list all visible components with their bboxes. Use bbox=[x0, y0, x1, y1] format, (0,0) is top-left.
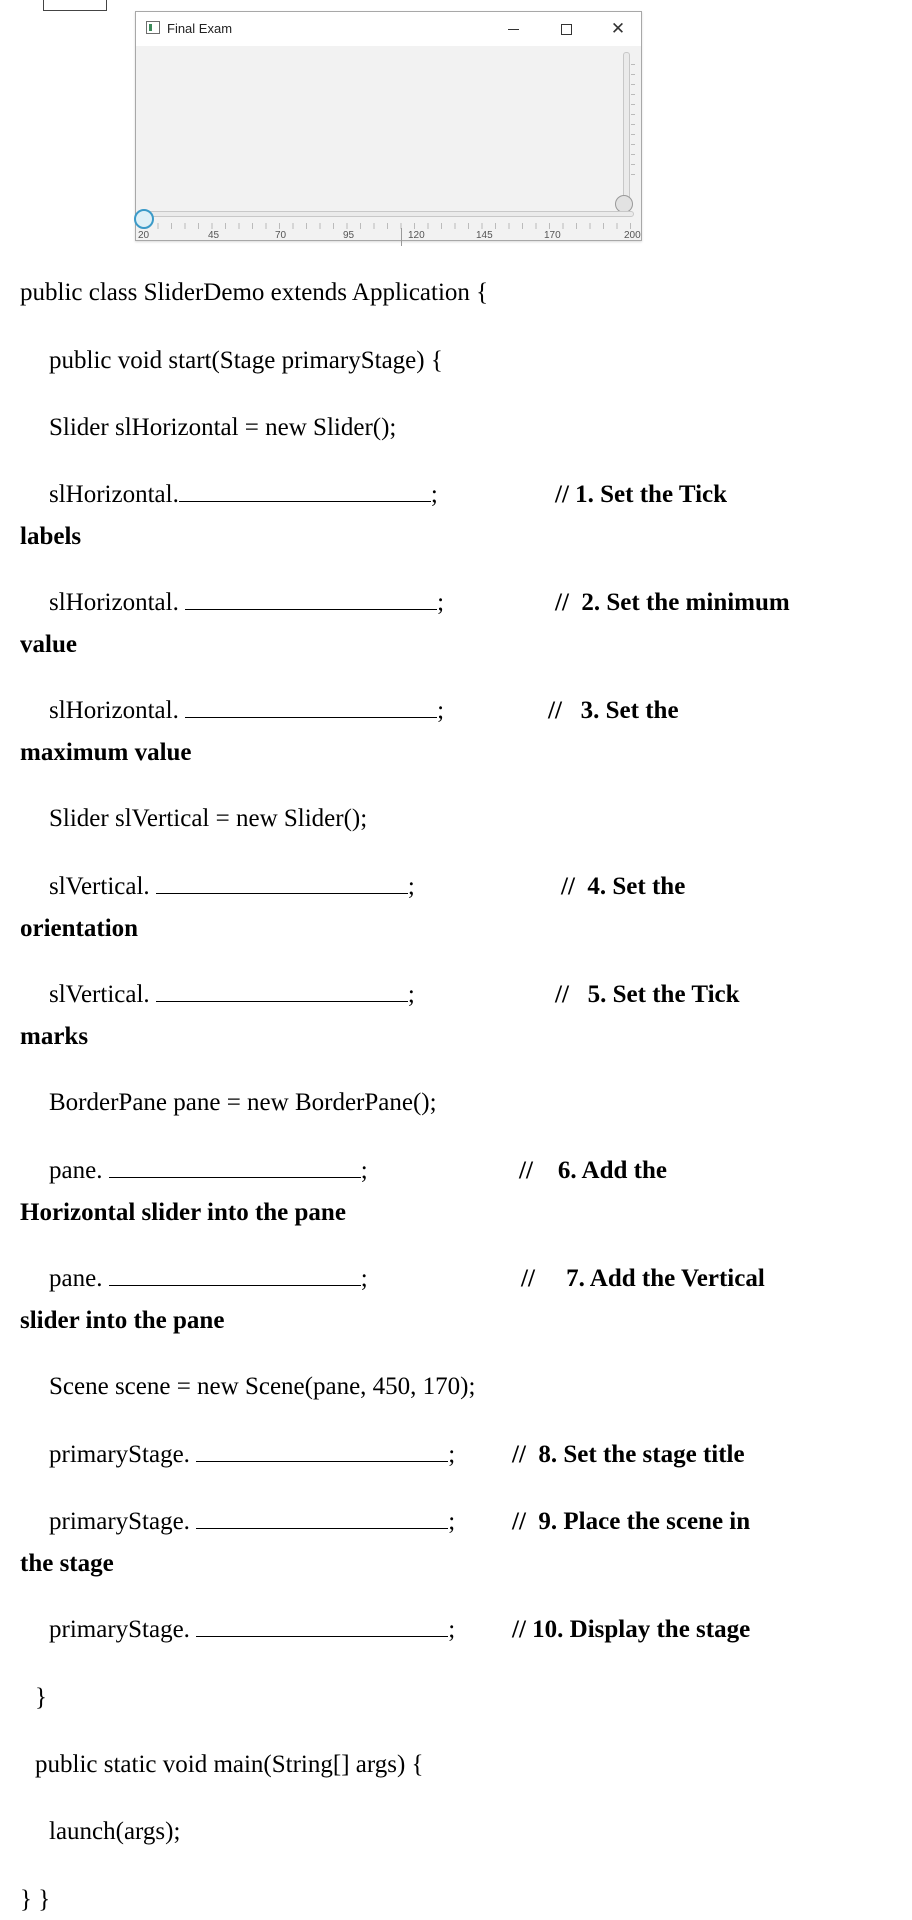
comment-text: 4. Set the bbox=[587, 873, 686, 900]
code-end: ; bbox=[430, 481, 438, 508]
comment-prefix: // bbox=[561, 873, 588, 900]
code-end: ; bbox=[448, 1616, 456, 1643]
code-end: ; bbox=[360, 1157, 368, 1184]
code-text: pane. bbox=[49, 1265, 109, 1292]
answer-blank-5[interactable] bbox=[156, 979, 408, 1002]
window-titlebar bbox=[136, 12, 641, 46]
comment-text: 5. Set the Tick bbox=[587, 981, 740, 1008]
class-declaration: public class SliderDemo extends Application { bbox=[20, 279, 489, 306]
comment-text: 6. Add the bbox=[557, 1157, 667, 1184]
tick-label: 170 bbox=[544, 230, 561, 241]
comment-prefix: // bbox=[512, 1441, 539, 1468]
answer-blank-6[interactable] bbox=[109, 1155, 361, 1178]
tick-label: 95 bbox=[343, 230, 355, 241]
question-1-comment bbox=[555, 479, 727, 511]
comment-prefix: // bbox=[521, 1265, 567, 1292]
code-text: pane. bbox=[49, 1157, 109, 1184]
code-end: ; bbox=[448, 1441, 456, 1468]
comment-text: 1. Set the Tick bbox=[575, 481, 728, 508]
question-7-comment bbox=[521, 1263, 765, 1295]
code-end: ; bbox=[360, 1265, 368, 1292]
answer-blank-10[interactable] bbox=[196, 1614, 448, 1637]
code-text: primaryStage. bbox=[49, 1616, 197, 1643]
page-corner-box bbox=[43, 0, 107, 11]
app-icon bbox=[146, 21, 160, 34]
code-text: slHorizontal. bbox=[49, 697, 186, 724]
answer-blank-1[interactable] bbox=[179, 479, 431, 502]
answer-blank-9[interactable] bbox=[196, 1506, 448, 1529]
question-5-comment-wrap: marks bbox=[20, 1023, 89, 1050]
question-8-comment bbox=[512, 1439, 745, 1471]
comment-prefix: // bbox=[512, 1616, 533, 1643]
code-text: slHorizontal. bbox=[49, 481, 179, 508]
vertical-slider-ticks bbox=[631, 64, 635, 184]
question-3-comment bbox=[548, 695, 679, 727]
question-4-comment bbox=[561, 871, 685, 903]
question-2-comment bbox=[555, 587, 790, 619]
maximize-button[interactable] bbox=[546, 14, 586, 44]
answer-blank-7[interactable] bbox=[109, 1263, 361, 1286]
comment-text: 2. Set the minimum bbox=[581, 589, 790, 616]
code-end: ; bbox=[407, 981, 415, 1008]
question-8-code bbox=[49, 1439, 455, 1471]
final-exam-window bbox=[135, 11, 642, 241]
question-6-comment-wrap: Horizontal slider into the pane bbox=[20, 1199, 346, 1226]
answer-blank-2[interactable] bbox=[185, 587, 437, 610]
tick-label: 200 bbox=[624, 230, 641, 241]
code-text: slHorizontal. bbox=[49, 589, 186, 616]
minimize-button[interactable] bbox=[493, 14, 533, 44]
question-1-code bbox=[49, 479, 438, 511]
question-2-comment-wrap: value bbox=[20, 631, 77, 658]
comment-prefix: // bbox=[519, 1157, 558, 1184]
horizontal-slider-thumb[interactable] bbox=[134, 209, 154, 229]
start-declaration: public void start(Stage primaryStage) { bbox=[49, 347, 443, 374]
horizontal-slider-ticks bbox=[144, 223, 634, 229]
divider-line bbox=[401, 228, 402, 246]
close-button[interactable] bbox=[598, 14, 638, 44]
comment-text: 8. Set the stage title bbox=[538, 1441, 745, 1468]
question-5-code bbox=[49, 979, 415, 1011]
comment-prefix: // bbox=[555, 589, 582, 616]
code-end: ; bbox=[407, 873, 415, 900]
window-title: Final Exam bbox=[167, 21, 233, 36]
question-9-code bbox=[49, 1506, 455, 1538]
question-10-code bbox=[49, 1614, 455, 1646]
comment-text: 7. Add the Vertical bbox=[566, 1265, 765, 1292]
answer-blank-8[interactable] bbox=[196, 1439, 448, 1462]
question-10-comment bbox=[512, 1614, 750, 1646]
answer-blank-4[interactable] bbox=[156, 871, 408, 894]
scene-declaration: Scene scene = new Scene(pane, 450, 170); bbox=[49, 1373, 476, 1400]
minimize-icon bbox=[508, 29, 519, 30]
pane-declaration: BorderPane pane = new BorderPane(); bbox=[49, 1089, 437, 1116]
question-3-code bbox=[49, 695, 444, 727]
question-6-comment bbox=[519, 1155, 667, 1187]
code-end: ; bbox=[437, 697, 445, 724]
code-text: primaryStage. bbox=[49, 1441, 197, 1468]
comment-text: 3. Set the bbox=[580, 697, 679, 724]
comment-prefix: // bbox=[555, 481, 576, 508]
code-text: primaryStage. bbox=[49, 1508, 197, 1535]
question-4-code bbox=[49, 871, 415, 903]
code-text: slVertical. bbox=[49, 873, 156, 900]
question-9-comment bbox=[512, 1506, 750, 1538]
class-close-braces: } } bbox=[20, 1886, 51, 1913]
comment-text: 10. Display the stage bbox=[532, 1616, 751, 1643]
main-declaration: public static void main(String[] args) { bbox=[35, 1751, 424, 1778]
close-icon: ✕ bbox=[610, 19, 626, 39]
comment-prefix: // bbox=[555, 981, 588, 1008]
question-7-code bbox=[49, 1263, 368, 1295]
question-6-code bbox=[49, 1155, 368, 1187]
question-9-comment-wrap: the stage bbox=[20, 1550, 114, 1577]
vertical-slider-track[interactable] bbox=[623, 52, 630, 202]
question-4-comment-wrap: orientation bbox=[20, 915, 139, 942]
answer-blank-3[interactable] bbox=[185, 695, 437, 718]
tick-label: 45 bbox=[208, 230, 220, 241]
maximize-icon bbox=[561, 24, 572, 35]
question-7-comment-wrap: slider into the pane bbox=[20, 1307, 225, 1334]
code-end: ; bbox=[448, 1508, 456, 1535]
comment-prefix: // bbox=[512, 1508, 539, 1535]
tick-label: 20 bbox=[138, 230, 150, 241]
vertical-slider-declaration: Slider slVertical = new Slider(); bbox=[49, 805, 368, 832]
question-1-comment-wrap: labels bbox=[20, 523, 82, 550]
launch-call: launch(args); bbox=[49, 1818, 181, 1845]
question-5-comment bbox=[555, 979, 740, 1011]
comment-prefix: // bbox=[548, 697, 581, 724]
code-end: ; bbox=[437, 589, 445, 616]
comment-text: 9. Place the scene in bbox=[538, 1508, 751, 1535]
horizontal-slider-declaration: Slider slHorizontal = new Slider(); bbox=[49, 414, 397, 441]
code-text: slVertical. bbox=[49, 981, 156, 1008]
tick-label: 145 bbox=[476, 230, 493, 241]
question-2-code bbox=[49, 587, 444, 619]
start-close-brace: } bbox=[35, 1684, 47, 1711]
tick-label: 70 bbox=[275, 230, 287, 241]
tick-label: 120 bbox=[408, 230, 425, 241]
horizontal-slider-track[interactable] bbox=[142, 211, 634, 217]
question-3-comment-wrap: maximum value bbox=[20, 739, 192, 766]
